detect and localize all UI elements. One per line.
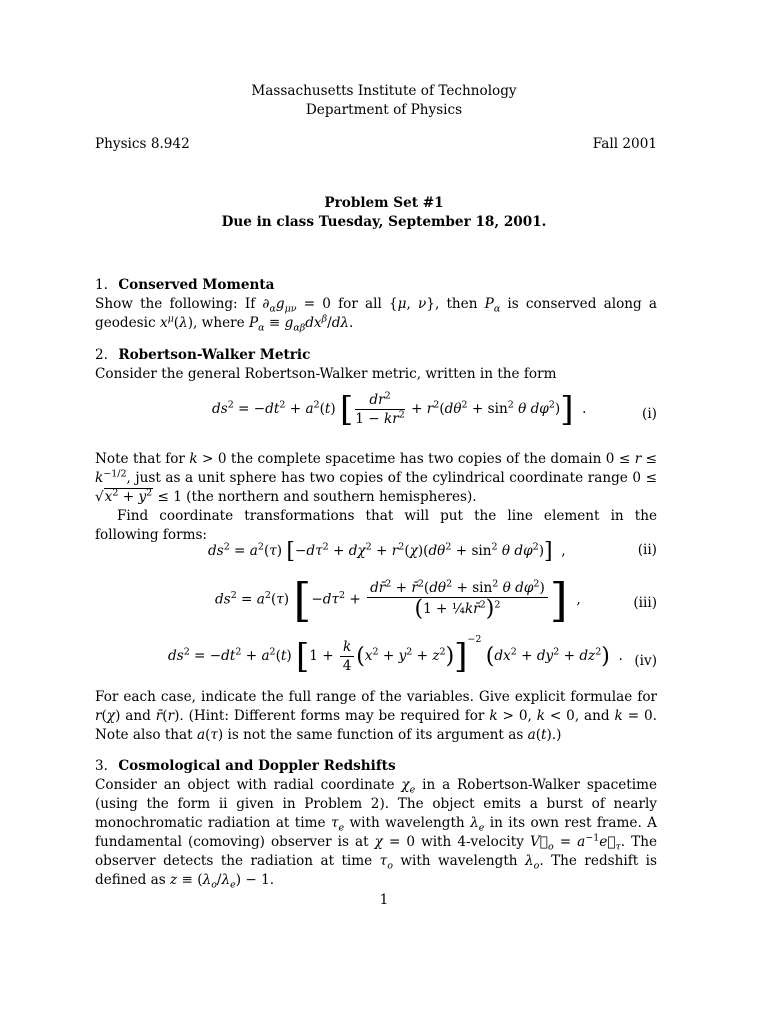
problem-2-title: Robertson-Walker Metric bbox=[118, 347, 311, 363]
course-number: Physics 8.942 bbox=[95, 136, 190, 152]
equation-ii-label: (ii) bbox=[637, 542, 657, 558]
problem-2-number: 2. bbox=[95, 347, 108, 363]
equation-i: $ds^2 = -dt^2 + a^2(t)$ [ $\frac{dr^2}{1 - kr^2}$ + $r^2(d\theta^2 + \sin^2 \theta$ $d\varphi^2$)] . bbox=[212, 389, 587, 430]
problem-2-heading bbox=[95, 347, 310, 363]
problem-1-title: Conserved Momenta bbox=[118, 277, 275, 293]
problem-set-title: Problem Set #1 bbox=[324, 195, 444, 211]
problem-2-intro: Consider the general Robertson-Walker metric, written in the form bbox=[95, 366, 557, 382]
equation-iv-label: (iv) bbox=[634, 653, 657, 669]
equation-iv: $ds^2 = -dt^2 + a^2(t) [1$ + $\frac{k}{4}$ $(x^2 + y^2 + z^2)]^{-2}$ $(dx^2 + dy^2 + dz^2)$ . bbox=[168, 634, 623, 677]
equation-i-label: (i) bbox=[642, 406, 657, 422]
equation-iii: $ds^2 = a^2(\tau) [-d\tau^2$ + $\frac{dr̄^2 + r̄^2(d\theta^2 + \sin^2 \theta d\varphi^2)}{(1 + \frac{1}{4}kr̄^2)^2}$ ] , bbox=[215, 573, 581, 627]
equation-iii-label: (iii) bbox=[633, 595, 657, 611]
problem-2-instructions: For each case, indicate the full range of the variables. Give explicit formulae for r(χ) and r̄(r). (Hint: Different forms may be required for k > 0, k < 0, and k = 0. Note also that a(τ) is not the same function of its argument as a(t).) bbox=[95, 689, 657, 743]
problem-3-number: 3. bbox=[95, 758, 108, 774]
problem-3-body: Consider an object with radial coordinate $\chi_e$ in a Robertson-Walker spacetime (using the form ii given in Problem 2). The object emits a burst of nearly monochromatic radiation at time $\tau_e$ with wavelength $\lambda_e$ in its own rest frame. A fundamental (comoving) observer is at χ = 0 with 4-velocity $V⃗_o$ = $a^{-1}e⃗_\tau$. The observer detects the radiation at time $\tau_o$ with wavelength $\lambda_o$. The redshift is defined as $z \equiv (\lambda_o/\lambda_e) - 1$. bbox=[95, 777, 658, 891]
problem-2-find-text: Find coordinate transformations that will put the line element in the following forms: bbox=[95, 508, 657, 543]
equation-ii: $ds^2 = a^2(\tau) [-d\tau^2 + d\chi^2 + r^2(\chi)(d\theta^2 + \sin^2 \theta$ $d\varphi^2$)] , bbox=[208, 539, 566, 564]
problem-1-body: Show the following: If $\partial_\alpha g_{\mu\nu} = 0$ for all {μ, ν}, then $P_\alpha$ is conserved along a geodesic $x^\mu(\lambda)$, where $P_\alpha \equiv g_{\alpha\beta}dx^\beta/d\lambda$. bbox=[95, 296, 657, 334]
problem-3-title: Cosmological and Doppler Redshifts bbox=[118, 758, 396, 774]
department-name: Department of Physics bbox=[305, 102, 463, 118]
page-number: 1 bbox=[379, 892, 389, 908]
problem-1-number: 1. bbox=[95, 277, 108, 293]
problem-2-note: Note that for k > 0 the complete spacetime has two copies of the domain $0 \le r \le k^{-1/2}$, just as a unit sphere has two copies of the cylindrical coordinate range $0 \le √x^2 + y^2 \le 1$ (the northern and southern hemispheres). bbox=[95, 451, 657, 505]
term: Fall 2001 bbox=[592, 136, 657, 152]
due-date: Due in class Tuesday, September 18, 2001. bbox=[221, 214, 547, 230]
problem-1-heading bbox=[95, 277, 274, 293]
institution-name: Massachusetts Institute of Technology bbox=[251, 83, 517, 99]
problem-3-heading bbox=[95, 758, 396, 774]
